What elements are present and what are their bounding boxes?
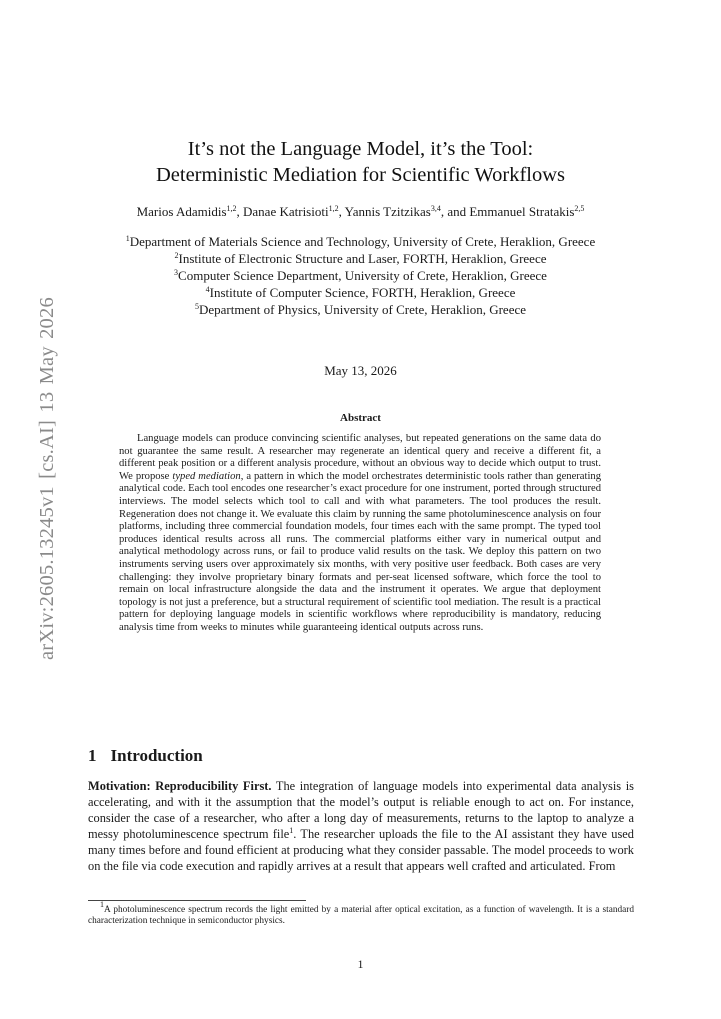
footnote-marker[interactable]: 1 bbox=[289, 826, 294, 836]
abstract-heading: Abstract bbox=[340, 412, 381, 424]
affiliation: $^1$Department of Materials Science and Technology, University of Crete, Heraklion, Greece bbox=[125, 234, 596, 249]
paragraph-lead: Motivation: Reproducibility First. bbox=[88, 779, 272, 793]
affiliation: $^2$Institute of Electronic Structure and Laser, FORTH, Heraklion, Greece bbox=[174, 250, 547, 266]
title-line-2: Deterministic Mediation for Scientific Workflows bbox=[155, 164, 566, 186]
paper-title bbox=[90, 136, 631, 188]
author: Emmanuel Stratakis$^{2,5}$ bbox=[469, 204, 585, 219]
author-list bbox=[70, 203, 651, 220]
affiliation: $^4$Institute of Computer Science, FORTH, Heraklion, Greece bbox=[205, 284, 516, 300]
affiliation-list bbox=[100, 234, 621, 319]
section-title: Introduction bbox=[110, 746, 203, 765]
footnote-rule bbox=[88, 900, 306, 901]
arxiv-stamp: arXiv:2605.13245v1 [cs.AI] 13 May 2026 bbox=[36, 297, 58, 660]
author: Yannis Tzitzikas$^{3,4}$, and bbox=[344, 204, 470, 219]
section-heading bbox=[88, 746, 203, 766]
abstract-body: Language models can produce convincing scientific analyses, but repeated generations on the same data do not guarantee the same result. A researcher may regenerate an identical query and receive a different fit, a different peak position or a different analysis procedure, without an obvious way to decide which output to trust. We propose typed mediation, a pattern in which the model orchestrates deterministic tools rather than generating analytical code. Each tool encodes one researcher’s exact procedure for one instrument, ported through structured interviews. The model selects which tool to call and with what parameters. The tool produces the result. Regeneration does not change it. We evaluate this claim by running the same photoluminescence analysis on four platforms, including three commercial foundation models, four times each with the same prompt. The typed tool produces identical results across all runs. The commercial platforms either vary in numerical output and analytical methodology across runs, or fail to produce valid results on the task. We deploy this pattern on two instruments serving users over approximately six months, with very positive user feedback. Both cases are very challenging: they involve proprietary binary formats and per-seat licensed software, which force the tool to remain on local infrastructure alongside the data and the instrument it operates. We argue that deployment topology is not just a preference, but a structural requirement of scientific tool mediation. The result is a practical pattern for deploying language models in scientific workflows where reproducibility is mandatory, reducing analysis time from weeks to minutes while guaranteeing identical outputs across runs. bbox=[119, 433, 601, 633]
intro-paragraph: Motivation: Reproducibility First. The integration of language models into experimental data analysis is accelerating, and with it the assumption that the model’s output is reliable enough to act on. For instance, consider the case of a researcher, who after a long day of measurements, returns to the laptop to analyze a messy photoluminescence spectrum file$^1$. The researcher uploads the file to the AI assistant they have used many times before and found efficient at producing what they consider passable. The model proceeds to work on the file via code execution and rapidly arrives at a result that appears well crafted and articulated. From bbox=[88, 779, 635, 874]
section-number: 1 bbox=[88, 746, 97, 765]
author: Danae Katrisioti$^{1,2}$, bbox=[243, 204, 345, 219]
author: Marios Adamidis$^{1,2}$, bbox=[136, 204, 244, 219]
page-number: 1 bbox=[357, 957, 364, 971]
emphasis-term: typed mediation bbox=[172, 470, 241, 482]
affiliation: $^5$Department of Physics, University of Crete, Heraklion, Greece bbox=[194, 301, 527, 317]
footnote: $^1$A photoluminescence spectrum records the light emitted by a material after optical excitation, as a function of wavelength. It is a standard characterization technique in semiconductor physics. bbox=[88, 900, 634, 927]
affiliation: $^3$Computer Science Department, University of Crete, Heraklion, Greece bbox=[174, 267, 547, 283]
paper-date: May 13, 2026 bbox=[324, 363, 397, 378]
title-line-1: It’s not the Language Model, it’s the Tool: bbox=[187, 138, 534, 160]
